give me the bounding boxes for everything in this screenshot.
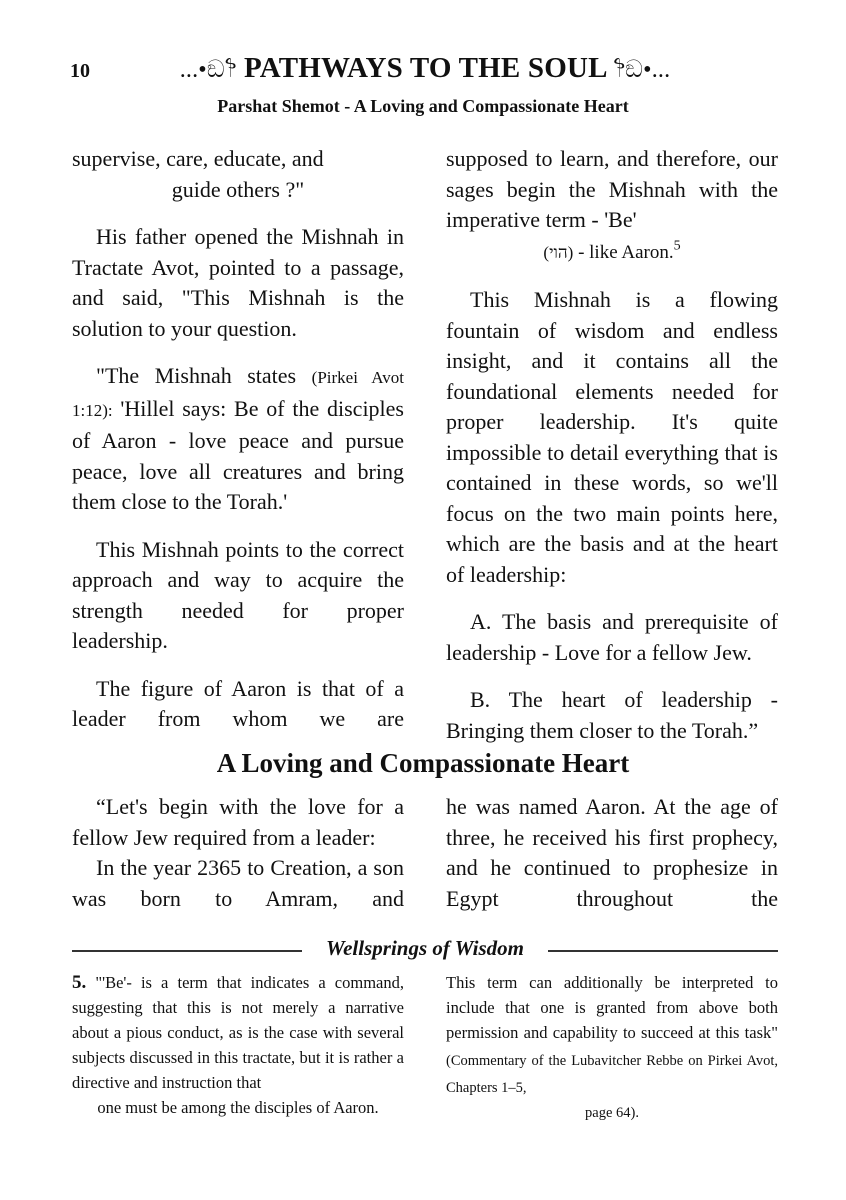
paragraph: guide others ?" (171, 176, 305, 202)
right-column-2 (446, 792, 778, 914)
footnote-ref[interactable]: 5 (673, 238, 681, 254)
paragraph: In the year 2365 to Creation, a son was born to Amram, and (72, 855, 404, 911)
paragraph: "The Mishnah states (Pirkei Avot 1:12): 'Hillel says: Be of the disciples of Aaron - love peace and pursue peace, love all creatures and bring them close to the Torah.' (72, 363, 405, 514)
paragraph: supposed to learn, and therefore, our sages begin the Mishnah with the imperative term - 'Be' (446, 146, 778, 232)
paragraph: A. The basis and prerequisite of leadership - Love for a fellow Jew. (446, 609, 778, 665)
paragraph: supervise, care, educate, and (72, 146, 324, 171)
page-number: 10 (70, 60, 90, 82)
left-column-1 (72, 144, 404, 752)
ornament-right-icon: ෦ඞ•... (613, 57, 671, 83)
left-column-2 (72, 792, 404, 914)
running-title (130, 52, 720, 85)
footnotes-divider (72, 938, 778, 962)
footnotes-title: Wellsprings of Wisdom (322, 936, 528, 960)
paragraph: His father opened the Mishnah in Tractate Avot, pointed to a passage, and said, "This Mishnah is the solution to your question. (72, 224, 404, 341)
footnote-left: 5. "'Be'- is a term that indicates a command, suggesting that this is not merely a narrative about a pious conduct, as is the case with several subjects discussed in this tractate, but it is rather a directive and instruction that one must be among the disciples of Aaron. (72, 972, 404, 1117)
paragraph: This Mishnah points to the correct approach and way to acquire the strength needed for proper leadership. (72, 536, 404, 653)
right-column-1 (446, 144, 778, 763)
section-heading: A Loving and Compassionate Heart (216, 748, 630, 778)
running-title-text: PATHWAYS TO THE SOUL (243, 52, 607, 84)
ornament-left-icon: ...•ඞ෦ (179, 57, 237, 83)
footnote-number: 5. (72, 972, 87, 993)
paragraph: he was named Aaron. At the age of three, he received his first prophecy, and he continued to prophesize in Egypt throughout the (446, 794, 778, 911)
footnote-right: This term can additionally be interpreted to include that one is granted from above both permission and capability to succeed at this task" (Commentary of the Lubavitcher Rebbe on Pirkei Avot, Chapters 1–5, page 64). (446, 973, 778, 1121)
paragraph: The figure of Aaron is that of a leader from whom we are (72, 675, 404, 731)
chapter-subtitle: Parshat Shemot - A Loving and Compassionate Heart (217, 96, 629, 116)
paragraph: This Mishnah is a flowing fountain of wisdom and endless insight, and it contains all the foundational elements needed for proper leadership. It's quite impossible to detail everything that is contained in these words, so we'll focus on the two main points here, which are the basis and at the heart of leadership: (446, 287, 778, 587)
paragraph: “Let's begin with the love for a fellow Jew required from a leader: (72, 794, 404, 850)
paragraph: B. The heart of leadership - Bringing them closer to the Torah.” (446, 687, 778, 743)
paragraph: (הוי) - like Aaron.$^5$ (543, 238, 681, 263)
